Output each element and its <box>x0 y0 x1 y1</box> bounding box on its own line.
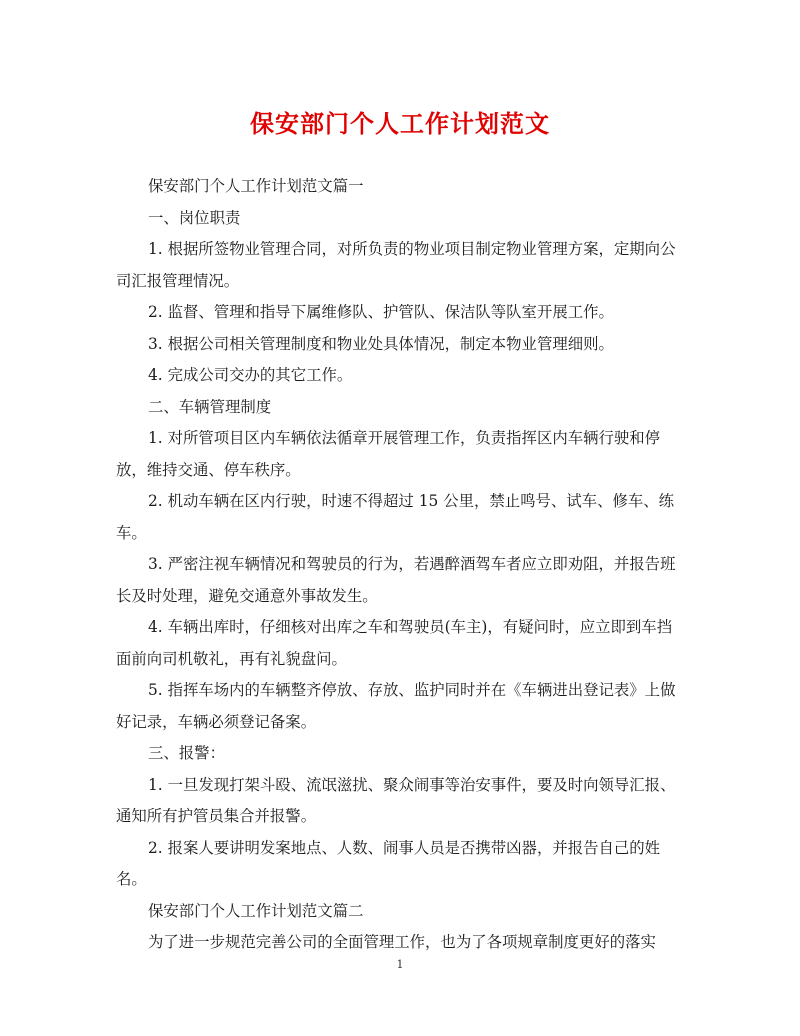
paragraph: 3. 根据公司相关管理制度和物业处具体情况，制定本物业管理细则。 <box>148 334 614 353</box>
paragraph: 4. 车辆出库时，仔细核对出库之车和驾驶员(车主)，有疑问时，应立即到车挡面前向司机敬礼，再有礼貌盘问。 <box>116 618 673 668</box>
paragraph: 3. 严密注视车辆情况和驾驶员的行为，若遇醉酒驾车者应立即劝阻，并报告班长及时处理，避免交通意外事故发生。 <box>116 555 676 605</box>
paragraph: 2. 监督、管理和指导下属维修队、护管队、保洁队等队室开展工作。 <box>148 303 614 321</box>
paragraph: 2. 报案人要讲明发案地点、人数、闹事人员是否携带凶器，并报告自己的姓名。 <box>116 838 661 888</box>
paragraph: 5. 指挥车场内的车辆整齐停放、存放、监护同时并在《车辆进出登记表》上做好记录，车辆必须登记备案。 <box>116 681 676 731</box>
paragraph-section-heading: 保安部门个人工作计划范文篇一 <box>148 177 364 195</box>
paragraph-section-heading: 保安部门个人工作计划范文篇二 <box>148 901 364 920</box>
paragraph-heading: 一、岗位职责 <box>148 208 241 227</box>
paragraph: 为了进一步规范完善公司的全面管理工作，也为了各项规章制度更好的落实 <box>148 933 656 951</box>
paragraph: 1. 根据所签物业管理合同，对所负责的物业项目制定物业管理方案，定期向公司汇报管理情况。 <box>116 240 676 290</box>
page-number: 1 <box>396 958 404 971</box>
document-body <box>116 171 676 959</box>
paragraph-heading: 三、报警： <box>148 744 225 762</box>
paragraph-heading: 二、车辆管理制度 <box>148 397 272 416</box>
paragraph: 1. 一旦发现打架斗殴、流氓滋扰、聚众闹事等治安事件，要及时向领导汇报、通知所有护管员集合并报警。 <box>116 775 676 825</box>
paragraph: 2. 机动车辆在区内行驶，时速不得超过 15 公里，禁止鸣号、试车、修车、练车。 <box>116 492 675 542</box>
document-title: 保安部门个人工作计划范文 <box>250 110 550 138</box>
paragraph: 4. 完成公司交办的其它工作。 <box>148 366 353 384</box>
paragraph: 1. 对所管项目区内车辆依法循章开展管理工作，负责指挥区内车辆行驶和停放，维持交通、停车秩序。 <box>116 429 661 479</box>
